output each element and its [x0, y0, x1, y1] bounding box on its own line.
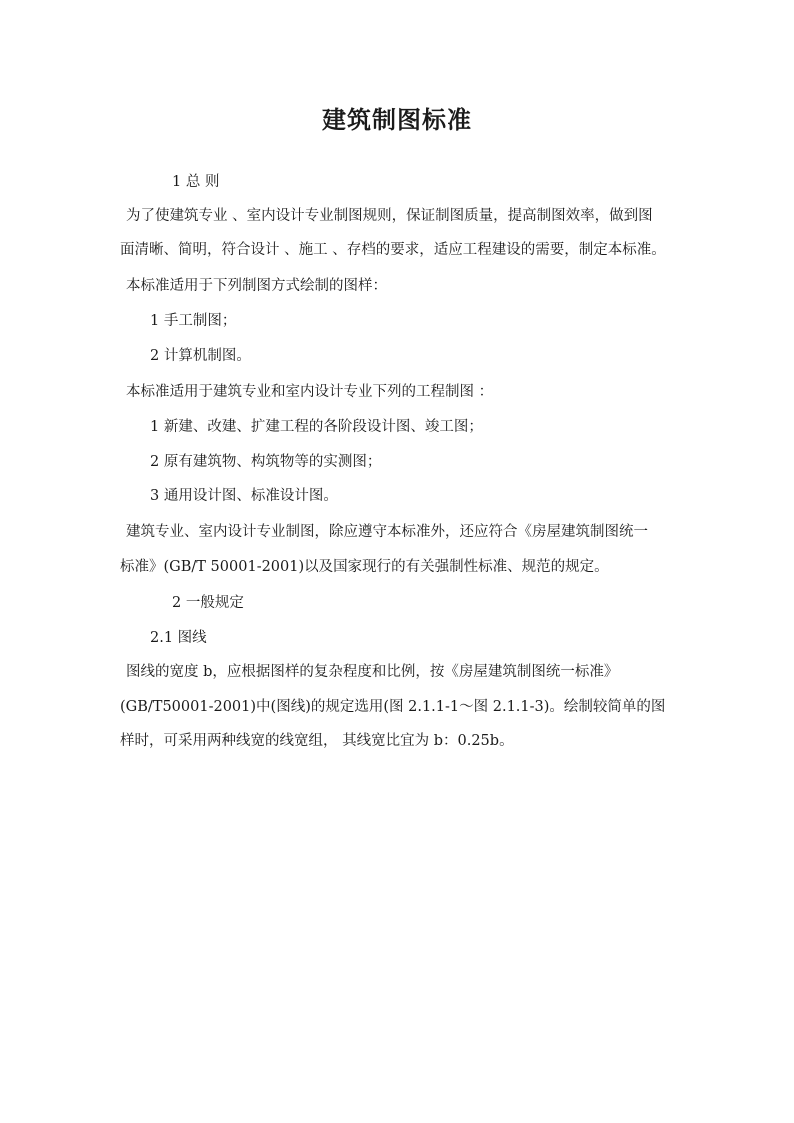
document-title: 建筑制图标准 [322, 106, 472, 134]
list-item: 1 新建、改建、扩建工程的各阶段设计图、竣工图； [150, 419, 483, 435]
paragraph-line: 标准》(GB/T 50001-2001)以及国家现行的有关强制性标准、规范的规定。 [120, 559, 609, 575]
paragraph-line: 本标准适用于建筑专业和室内设计专业下列的工程制图 ： [126, 384, 494, 400]
paragraph-line: (GB/T50001-2001)中(图线)的规定选用(图 2.1.1-1～图 2.1.1-3)。绘制较简单的图 [120, 699, 666, 715]
subsection-heading-lines: 2.1 图线 [150, 630, 207, 646]
list-item: 3 通用设计图、标准设计图。 [150, 488, 338, 504]
paragraph-line: 建筑专业、室内设计专业制图，除应遵守本标准外，还应符合《房屋建筑制图统一 [126, 524, 648, 540]
paragraph-line: 为了使建筑专业 、室内设计专业制图规则，保证制图质量，提高制图效率，做到图 [126, 208, 653, 224]
paragraph-line: 样时，可采用两种线宽的线宽组， 其线宽比宜为 b：0.25b。 [120, 733, 514, 749]
paragraph-line: 本标准适用于下列制图方式绘制的图样： [126, 278, 387, 294]
list-item: 2 原有建筑物、构筑物等的实测图； [150, 454, 382, 470]
list-item: 2 计算机制图。 [150, 348, 251, 364]
paragraph-line: 图线的宽度 b，应根据图样的复杂程度和比例，按《房屋建筑制图统一标准》 [126, 664, 619, 680]
section-heading-general: 1 总 则 [172, 174, 220, 190]
section-heading-general-rules: 2 一般规定 [172, 595, 244, 611]
paragraph-line: 面清晰、简明，符合设计 、施工 、存档的要求，适应工程建设的需要，制定本标准。 [120, 242, 666, 258]
list-item: 1 手工制图； [150, 313, 237, 329]
